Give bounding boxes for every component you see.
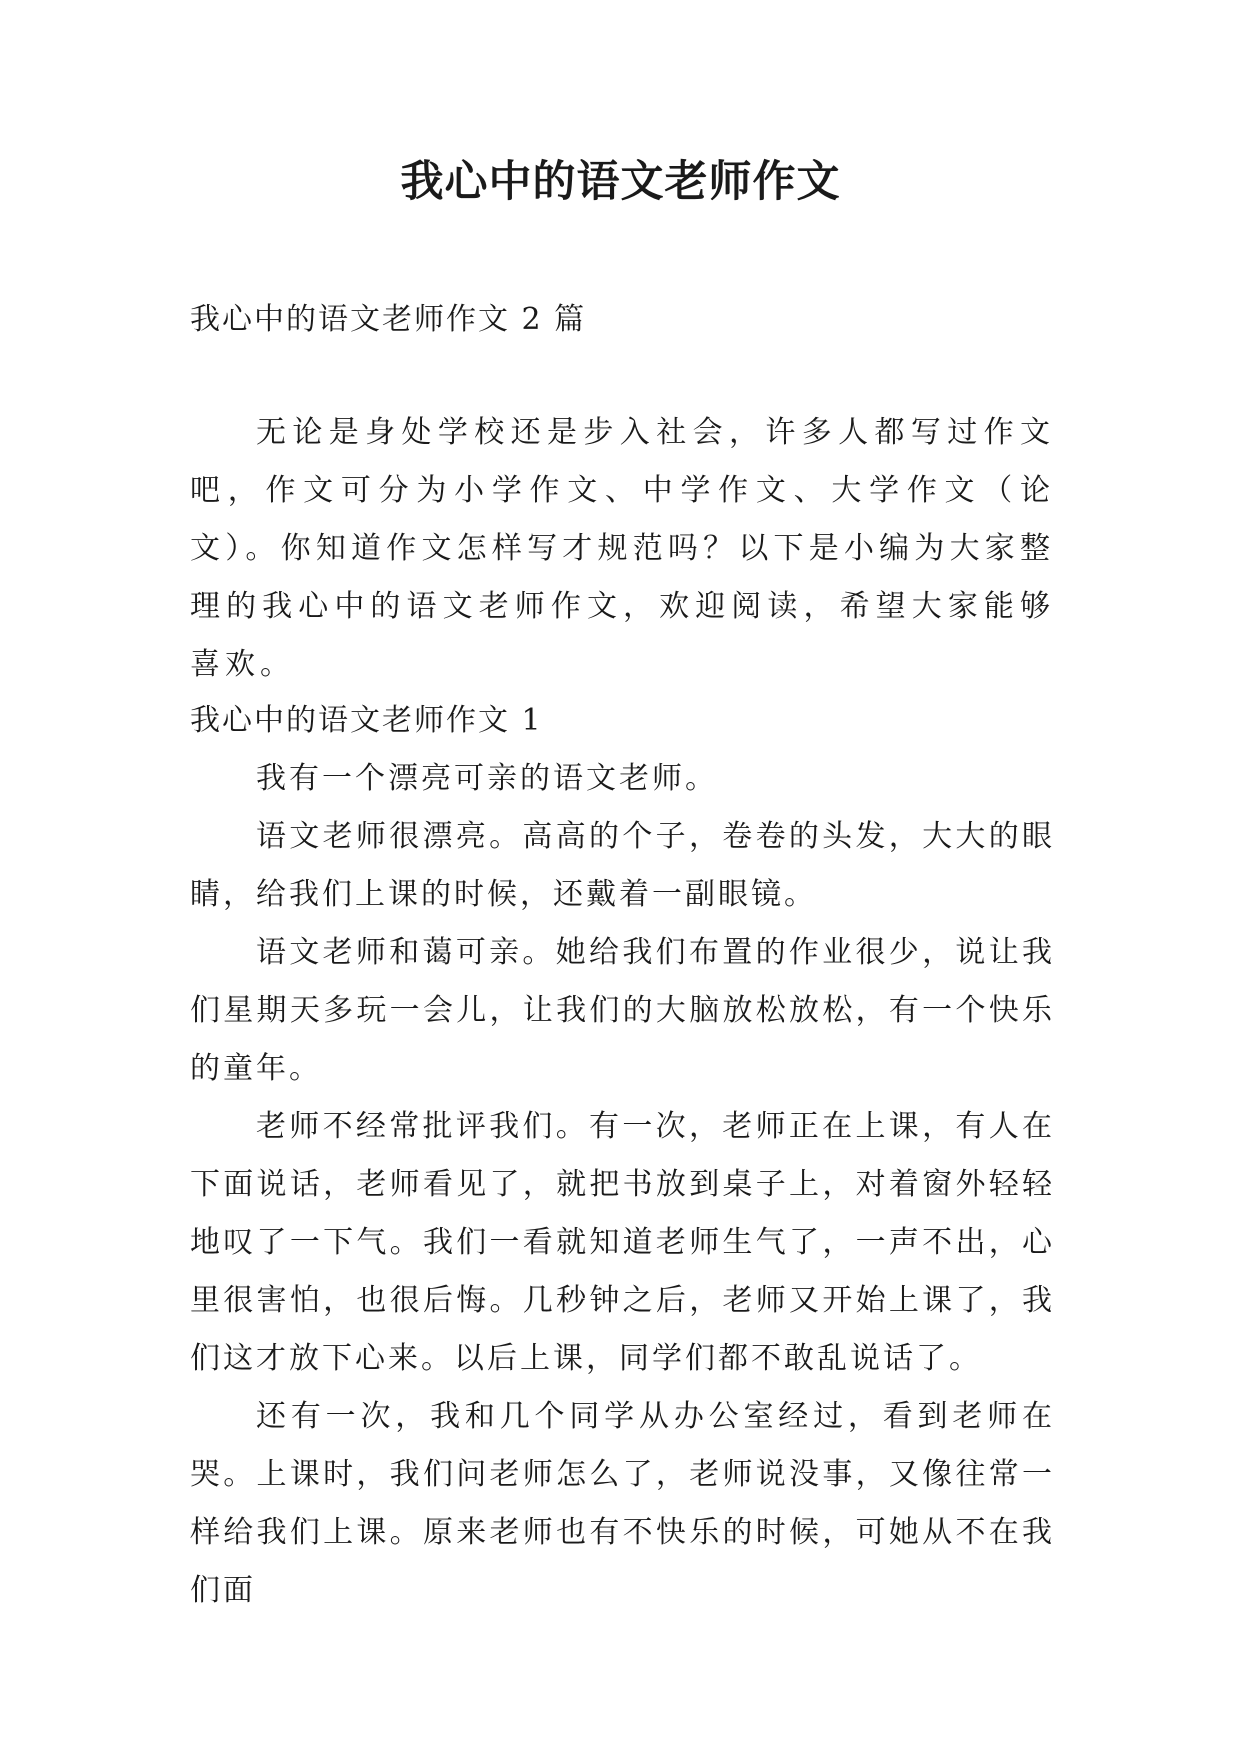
essay-heading: 我心中的语文老师作文 1 xyxy=(190,703,543,738)
intro-paragraph: 无论是身处学校还是步入社会，许多人都写过作文吧，作文可分为小学作文、中学作文、大学作文（论文）。你知道作文怎样写才规范吗？以下是小编为大家整理的我心中的语文老师作文，欢迎阅读，希望大家能够喜欢。 xyxy=(190,415,1055,682)
document-subtitle: 我心中的语文老师作文 2 篇 xyxy=(190,302,587,337)
essay-paragraph: 语文老师和蔼可亲。她给我们布置的作业很少，说让我们星期天多玩一会儿，让我们的大脑放松放松，有一个快乐的童年。 xyxy=(190,935,1055,1086)
essay-paragraph: 还有一次，我和几个同学从办公室经过，看到老师在哭。上课时，我们问老师怎么了，老师说没事，又像往常一样给我们上课。原来老师也有不快乐的时候，可她从不在我们面 xyxy=(190,1399,1055,1608)
essay-paragraph: 老师不经常批评我们。有一次，老师正在上课，有人在下面说话，老师看见了，就把书放到桌子上，对着窗外轻轻地叹了一下气。我们一看就知道老师生气了，一声不出，心里很害怕，也很后悔。几秒钟之后，老师又开始上课了，我们这才放下心来。以后上课，同学们都不敢乱说话了。 xyxy=(190,1109,1055,1376)
document-title: 我心中的语文老师作文 xyxy=(400,157,841,207)
essay-paragraph: 语文老师很漂亮。高高的个子，卷卷的头发，大大的眼睛，给我们上课的时候，还戴着一副眼镜。 xyxy=(190,819,1055,912)
essay-paragraph: 我有一个漂亮可亲的语文老师。 xyxy=(256,761,718,796)
essay-1 xyxy=(190,692,1055,1620)
